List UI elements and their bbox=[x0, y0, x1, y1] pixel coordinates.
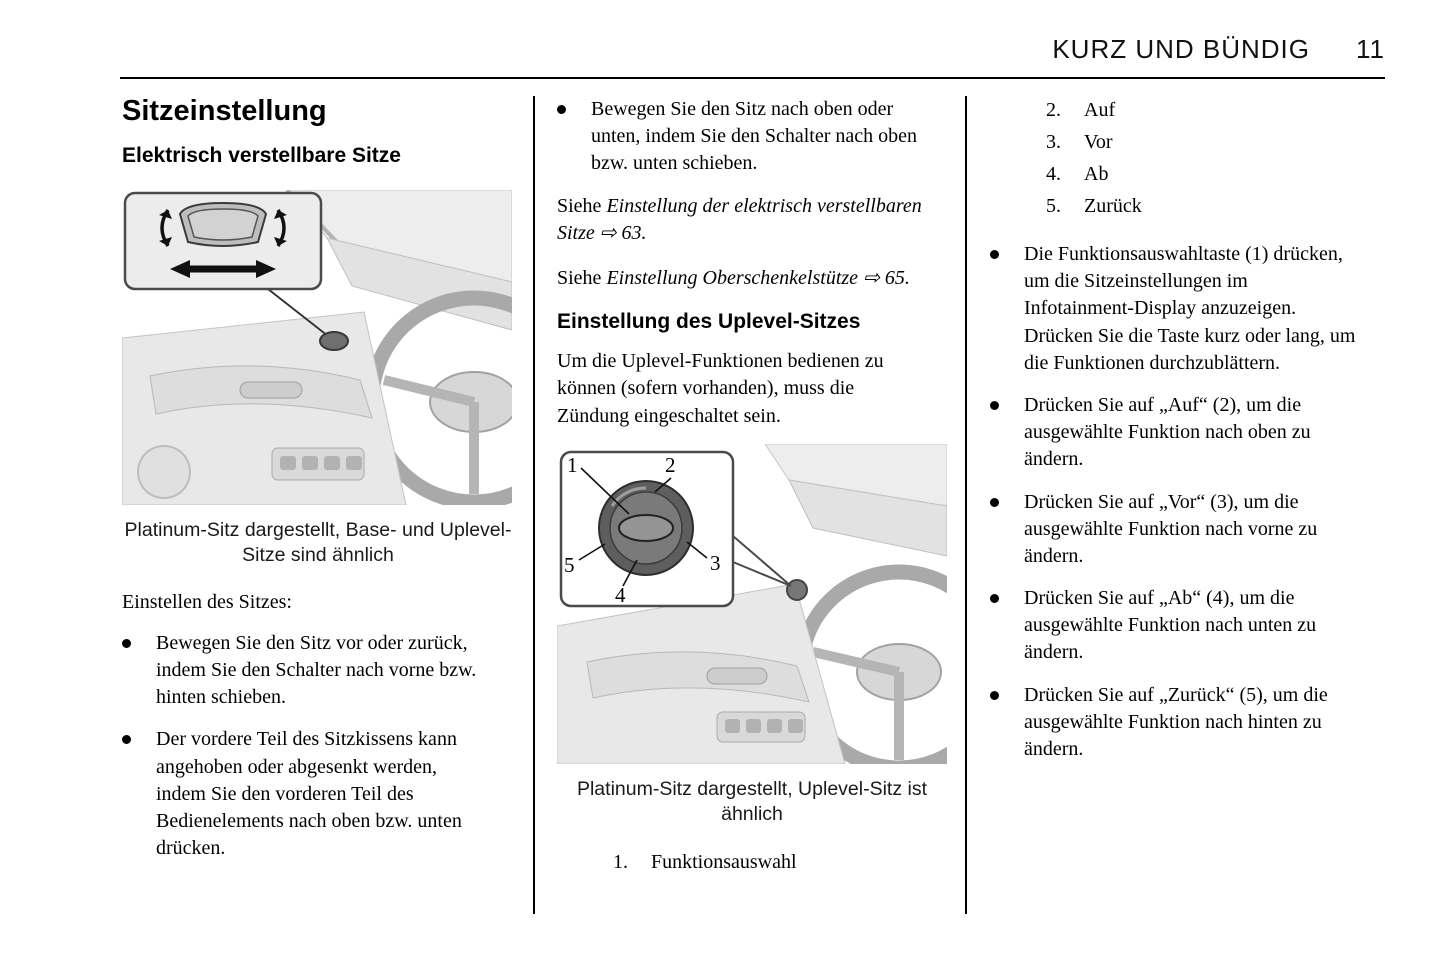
column-1 bbox=[122, 96, 514, 877]
bullet-text: Drücken Sie auf „Zurück“ (5), um die ausgewählte Funktion nach hinten zu ändern. bbox=[1024, 683, 1328, 760]
item-label: Vor bbox=[1084, 131, 1113, 153]
column-2 bbox=[557, 96, 947, 880]
figure-uplevel-seat bbox=[557, 444, 947, 769]
callout-4: 4 bbox=[615, 582, 626, 607]
item-number: 5. bbox=[1046, 195, 1061, 217]
callout-2: 2 bbox=[665, 452, 676, 477]
bullet-text: Drücken Sie auf „Ab“ (4), um die ausgewählte Funktion nach unten zu ändern. bbox=[1024, 587, 1317, 664]
item-number: 3. bbox=[1046, 131, 1061, 153]
seat-control-inset bbox=[125, 193, 321, 289]
ref-page-link: ⇨ 63. bbox=[599, 221, 647, 244]
list-item bbox=[990, 392, 1386, 474]
callout-3: 3 bbox=[710, 550, 721, 575]
column-divider-2 bbox=[965, 96, 967, 914]
column-3 bbox=[990, 96, 1386, 778]
paragraph: Um die Uplevel-Funktionen bedienen zu können (sofern vorhanden), muss die Zündung eingeschaltet sein. bbox=[557, 350, 884, 427]
bullet-text: Bewegen Sie den Sitz nach oben oder unten, indem Sie den Schalter nach oben bzw. unten schieben. bbox=[591, 98, 918, 175]
bullet-icon bbox=[990, 498, 999, 507]
bullet-text: Drücken Sie auf „Vor“ (3), um die ausgewählte Funktion nach vorne zu ändern. bbox=[1024, 490, 1318, 567]
numbered-item bbox=[990, 160, 1386, 189]
list-item bbox=[990, 585, 1386, 667]
list-item bbox=[122, 726, 514, 862]
seat-control-knob bbox=[787, 580, 807, 600]
figure1-caption: Platinum-Sitz dargestellt, Base- und Uplevel-Sitze sind ähnlich bbox=[124, 519, 512, 567]
list-item bbox=[990, 241, 1386, 377]
item-label: Zurück bbox=[1084, 195, 1142, 217]
figure-power-seat bbox=[122, 190, 514, 510]
bullet-text: Bewegen Sie den Sitz vor oder zurück, indem Sie den Schalter nach vorne bzw. hinten schieben. bbox=[156, 631, 477, 709]
ref-page-link: ⇨ 65. bbox=[863, 266, 910, 289]
page-header bbox=[120, 34, 1385, 65]
list-item bbox=[990, 682, 1386, 764]
item-number: 4. bbox=[1046, 163, 1061, 185]
ref-prefix: Siehe bbox=[557, 194, 607, 217]
subsection-title: Einstellung des Uplevel-Sitzes bbox=[557, 310, 861, 334]
bullet-text: Drücken Sie auf „Auf“ (2), um die ausgewählte Funktion nach oben zu ändern. bbox=[1024, 393, 1311, 471]
door-panel bbox=[557, 584, 845, 764]
page-header-title: KURZ UND BÜNDIG bbox=[1052, 34, 1310, 64]
door-panel bbox=[122, 312, 406, 505]
figure2-caption: Platinum-Sitz dargestellt, Uplevel-Sitz ist ähnlich bbox=[576, 777, 928, 826]
power-seat-illustration bbox=[122, 190, 512, 505]
list-item bbox=[990, 489, 1386, 571]
uplevel-knob-inset bbox=[561, 452, 733, 607]
inset-pointer bbox=[733, 536, 791, 586]
item-label: Auf bbox=[1084, 99, 1116, 121]
ref-title: Einstellung Oberschenkelstütze bbox=[606, 266, 859, 289]
intro-text: Einstellen des Sitzes: bbox=[122, 590, 292, 613]
uplevel-seat-illustration bbox=[557, 444, 947, 764]
bullet-icon bbox=[990, 594, 999, 603]
bullet-text: Der vordere Teil des Sitzkissens kann angehoben oder abgesenkt werden, indem Sie den vorderen Teil des Bedienelements nach oben bzw. unten drücken. bbox=[156, 728, 462, 860]
item-label: Ab bbox=[1084, 163, 1109, 185]
bullet-icon bbox=[122, 639, 131, 648]
numbered-item bbox=[990, 128, 1386, 157]
numbered-item bbox=[990, 96, 1386, 125]
item-number: 2. bbox=[1046, 99, 1061, 121]
ref-title: Einstellung der elektrisch verstellbaren Sitze bbox=[557, 194, 922, 244]
cross-reference bbox=[557, 193, 947, 247]
bullet-icon bbox=[122, 735, 131, 744]
section-title: Sitzeinstellung bbox=[122, 95, 327, 127]
numbered-item bbox=[557, 848, 947, 877]
bullet-text: Die Funktionsauswahltaste (1) drücken, um die Sitzeinstellungen im Infotainment-Display anzuzeigen. Drücken Sie die Taste kurz oder lang, um die Funktionen durchzublättern. bbox=[1024, 243, 1356, 374]
bullet-icon bbox=[990, 401, 999, 410]
page-number: 11 bbox=[1356, 34, 1385, 64]
subsection-title: Elektrisch verstellbare Sitze bbox=[122, 143, 401, 167]
bullet-icon bbox=[990, 250, 999, 259]
column-divider-1 bbox=[533, 96, 535, 914]
bullet-icon bbox=[557, 105, 566, 114]
callout-1: 1 bbox=[567, 452, 578, 477]
ref-prefix: Siehe bbox=[557, 266, 607, 289]
seat-switch bbox=[320, 332, 348, 350]
bullet-icon bbox=[990, 691, 999, 700]
item-number: 1. bbox=[613, 850, 628, 873]
numbered-item bbox=[990, 192, 1386, 221]
item-label: Funktionsauswahl bbox=[651, 850, 797, 873]
list-item bbox=[557, 96, 947, 178]
header-rule bbox=[120, 77, 1385, 79]
cross-reference bbox=[557, 265, 947, 292]
list-item bbox=[122, 630, 514, 712]
callout-5: 5 bbox=[564, 552, 575, 577]
